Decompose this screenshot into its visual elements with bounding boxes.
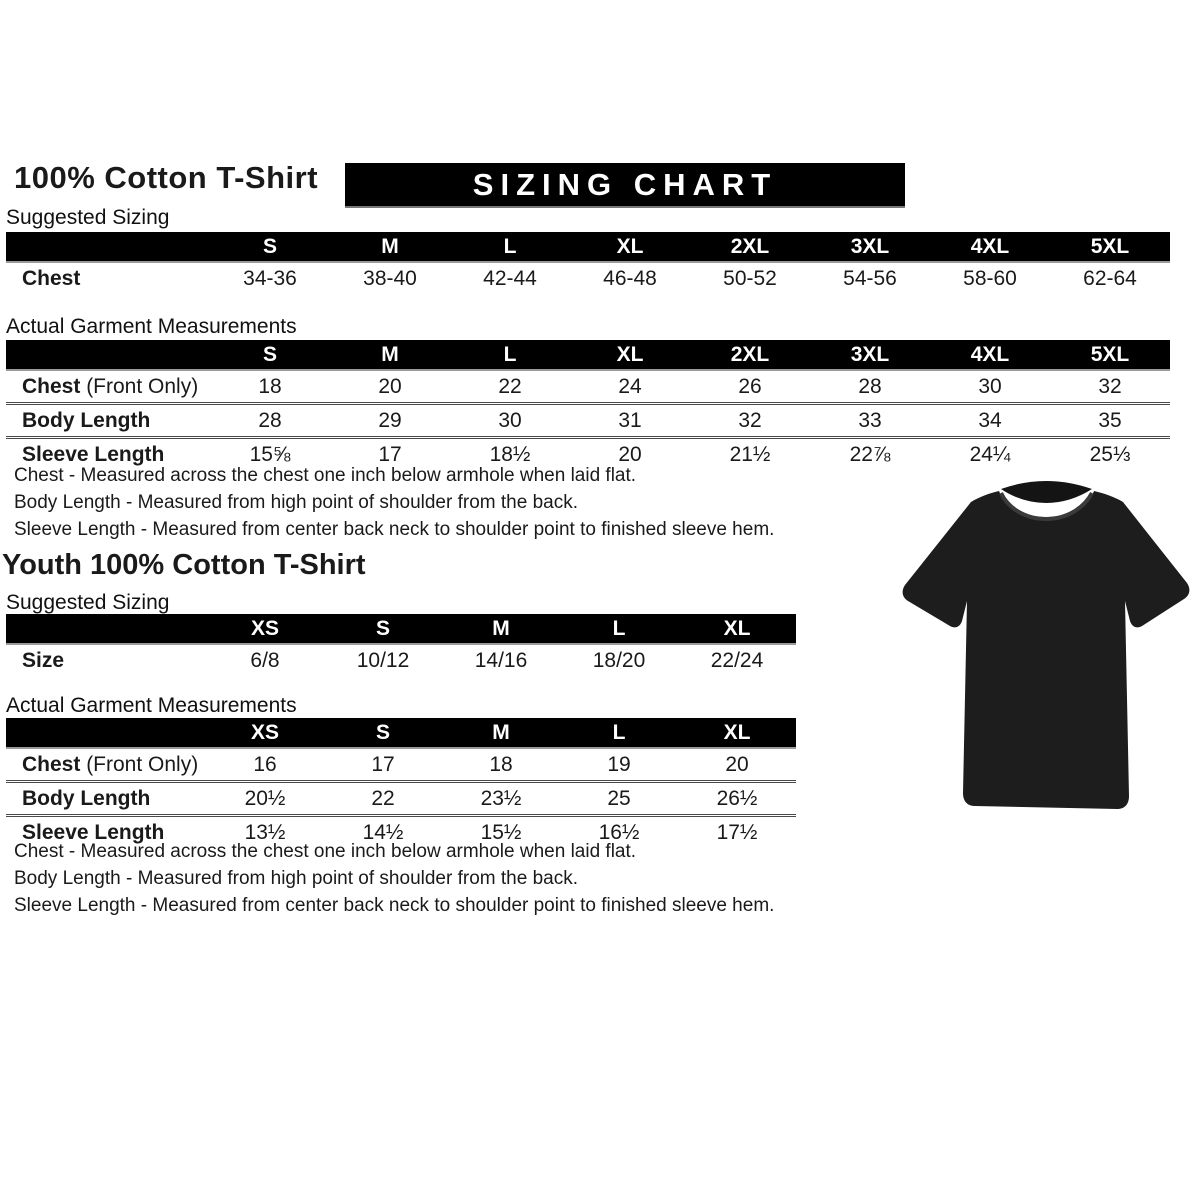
row-label bbox=[6, 370, 210, 404]
size-col-header: S bbox=[210, 340, 330, 370]
size-col-header: M bbox=[442, 718, 560, 748]
youth-actual-measurements-table bbox=[6, 718, 796, 848]
measurement-cell: 18/20 bbox=[560, 644, 678, 676]
size-col-header: 2XL bbox=[690, 232, 810, 262]
size-col-header: XS bbox=[206, 614, 324, 644]
blank-header-cell bbox=[6, 614, 206, 644]
size-col-header: 5XL bbox=[1050, 340, 1170, 370]
size-col-header: M bbox=[442, 614, 560, 644]
youth-suggested-sizing-label: Suggested Sizing bbox=[6, 591, 170, 614]
measurement-cell: 31 bbox=[570, 404, 690, 438]
size-col-header: XL bbox=[570, 340, 690, 370]
measurement-cell: 16½ bbox=[560, 816, 678, 849]
size-col-header: M bbox=[330, 232, 450, 262]
measurement-cell: 28 bbox=[210, 404, 330, 438]
measurement-cell: 17 bbox=[330, 438, 450, 471]
measurement-cell: 35 bbox=[1050, 404, 1170, 438]
row-label-suffix: (Front Only) bbox=[80, 374, 199, 398]
note-sleeve-length: Sleeve Length - Measured from center back neck to shoulder point to finished sleeve hem. bbox=[14, 895, 775, 916]
measurement-cell: 32 bbox=[1050, 370, 1170, 404]
size-col-header: L bbox=[450, 340, 570, 370]
row-label-main: Sleeve Length bbox=[22, 442, 165, 466]
measurement-cell: 17½ bbox=[678, 816, 796, 849]
size-col-header: S bbox=[210, 232, 330, 262]
measurement-cell: 38-40 bbox=[330, 262, 450, 294]
measurement-cell: 22 bbox=[450, 370, 570, 404]
measurement-cell: 30 bbox=[450, 404, 570, 438]
size-header-row bbox=[6, 718, 796, 748]
row-label: Chest bbox=[6, 262, 210, 294]
row-label-main: Body Length bbox=[22, 786, 151, 810]
size-col-header: L bbox=[560, 718, 678, 748]
table-row-chest bbox=[6, 370, 1170, 404]
measurement-cell: 19 bbox=[560, 748, 678, 782]
black-tshirt-image bbox=[895, 472, 1195, 834]
measurement-cell: 24¼ bbox=[930, 438, 1050, 471]
measurement-cell: 14½ bbox=[324, 816, 442, 849]
measurement-cell: 16 bbox=[206, 748, 324, 782]
adult-measurement-notes bbox=[14, 466, 774, 547]
measurement-cell: 15⅝ bbox=[210, 438, 330, 471]
measurement-cell: 18½ bbox=[450, 438, 570, 471]
adult-actual-measurements-label: Actual Garment Measurements bbox=[6, 315, 297, 338]
measurement-cell: 20½ bbox=[206, 782, 324, 816]
size-col-header: M bbox=[330, 340, 450, 370]
measurement-cell: 25⅓ bbox=[1050, 438, 1170, 471]
size-header-row bbox=[6, 232, 1170, 262]
measurement-cell: 6/8 bbox=[206, 644, 324, 676]
row-label-main: Chest bbox=[22, 752, 81, 776]
measurement-cell: 34-36 bbox=[210, 262, 330, 294]
measurement-cell: 42-44 bbox=[450, 262, 570, 294]
youth-measurement-notes bbox=[14, 842, 774, 923]
note-chest: Chest - Measured across the chest one inch below armhole when laid flat. bbox=[14, 465, 637, 486]
blank-header-cell bbox=[6, 232, 210, 262]
measurement-cell: 54-56 bbox=[810, 262, 930, 294]
note-body-length: Body Length - Measured from high point of shoulder from the back. bbox=[14, 492, 578, 513]
measurement-cell: 32 bbox=[690, 404, 810, 438]
size-col-header: 5XL bbox=[1050, 232, 1170, 262]
measurement-cell: 34 bbox=[930, 404, 1050, 438]
size-col-header: S bbox=[324, 614, 442, 644]
adult-suggested-sizing-label: Suggested Sizing bbox=[6, 206, 170, 229]
measurement-cell: 46-48 bbox=[570, 262, 690, 294]
measurement-cell: 18 bbox=[442, 748, 560, 782]
tshirt-collar-back bbox=[1001, 481, 1092, 503]
measurement-cell: 20 bbox=[570, 438, 690, 471]
table-row-body-length bbox=[6, 782, 796, 816]
measurement-cell: 23½ bbox=[442, 782, 560, 816]
size-col-header: 4XL bbox=[930, 232, 1050, 262]
table-row-size bbox=[6, 644, 796, 676]
measurement-cell: 20 bbox=[678, 748, 796, 782]
table-row-body-length bbox=[6, 404, 1170, 438]
adult-actual-measurements-table bbox=[6, 340, 1170, 470]
measurement-cell: 22 bbox=[324, 782, 442, 816]
size-col-header: S bbox=[324, 718, 442, 748]
row-label-main: Body Length bbox=[22, 408, 151, 432]
table-row bbox=[6, 262, 1170, 294]
size-col-header: XL bbox=[678, 614, 796, 644]
row-label-main: Sleeve Length bbox=[22, 820, 165, 844]
tshirt-body-shape bbox=[903, 491, 1190, 809]
measurement-cell: 30 bbox=[930, 370, 1050, 404]
measurement-cell: 50-52 bbox=[690, 262, 810, 294]
measurement-cell: 20 bbox=[330, 370, 450, 404]
size-col-header: XS bbox=[206, 718, 324, 748]
youth-suggested-sizing-table bbox=[6, 614, 796, 676]
measurement-cell: 10/12 bbox=[324, 644, 442, 676]
measurement-cell: 17 bbox=[324, 748, 442, 782]
size-col-header: 3XL bbox=[810, 232, 930, 262]
size-col-header: L bbox=[450, 232, 570, 262]
size-col-header: XL bbox=[678, 718, 796, 748]
measurement-cell: 25 bbox=[560, 782, 678, 816]
row-label-main: Chest bbox=[22, 374, 81, 398]
size-col-header: XL bbox=[570, 232, 690, 262]
blank-header-cell bbox=[6, 340, 210, 370]
size-col-header: 3XL bbox=[810, 340, 930, 370]
measurement-cell: 22/24 bbox=[678, 644, 796, 676]
measurement-cell: 26½ bbox=[678, 782, 796, 816]
measurement-cell: 22⅞ bbox=[810, 438, 930, 471]
blank-header-cell bbox=[6, 718, 206, 748]
note-sleeve-length: Sleeve Length - Measured from center back neck to shoulder point to finished sleeve hem. bbox=[14, 519, 775, 540]
measurement-cell: 62-64 bbox=[1050, 262, 1170, 294]
table-row-chest bbox=[6, 748, 796, 782]
row-label bbox=[6, 782, 206, 816]
row-label bbox=[6, 748, 206, 782]
measurement-cell: 26 bbox=[690, 370, 810, 404]
measurement-cell: 13½ bbox=[206, 816, 324, 849]
youth-actual-measurements-label: Actual Garment Measurements bbox=[6, 694, 297, 717]
measurement-cell: 14/16 bbox=[442, 644, 560, 676]
row-label bbox=[6, 404, 210, 438]
measurement-cell: 18 bbox=[210, 370, 330, 404]
measurement-cell: 15½ bbox=[442, 816, 560, 849]
note-chest: Chest - Measured across the chest one inch below armhole when laid flat. bbox=[14, 841, 637, 862]
size-header-row bbox=[6, 340, 1170, 370]
measurement-cell: 24 bbox=[570, 370, 690, 404]
adult-suggested-sizing-table bbox=[6, 232, 1170, 294]
size-col-header: 4XL bbox=[930, 340, 1050, 370]
measurement-cell: 58-60 bbox=[930, 262, 1050, 294]
note-body-length: Body Length - Measured from high point of shoulder from the back. bbox=[14, 868, 578, 889]
youth-section-title: Youth 100% Cotton T-Shirt bbox=[2, 549, 366, 581]
page-title: 100% Cotton T-Shirt bbox=[14, 160, 319, 195]
measurement-cell: 33 bbox=[810, 404, 930, 438]
measurement-cell: 29 bbox=[330, 404, 450, 438]
size-header-row bbox=[6, 614, 796, 644]
size-col-header: 2XL bbox=[690, 340, 810, 370]
row-label-suffix: (Front Only) bbox=[80, 752, 199, 776]
row-label: Size bbox=[6, 644, 206, 676]
size-col-header: L bbox=[560, 614, 678, 644]
sizing-chart-banner: SIZING CHART bbox=[345, 163, 905, 206]
measurement-cell: 21½ bbox=[690, 438, 810, 471]
measurement-cell: 28 bbox=[810, 370, 930, 404]
